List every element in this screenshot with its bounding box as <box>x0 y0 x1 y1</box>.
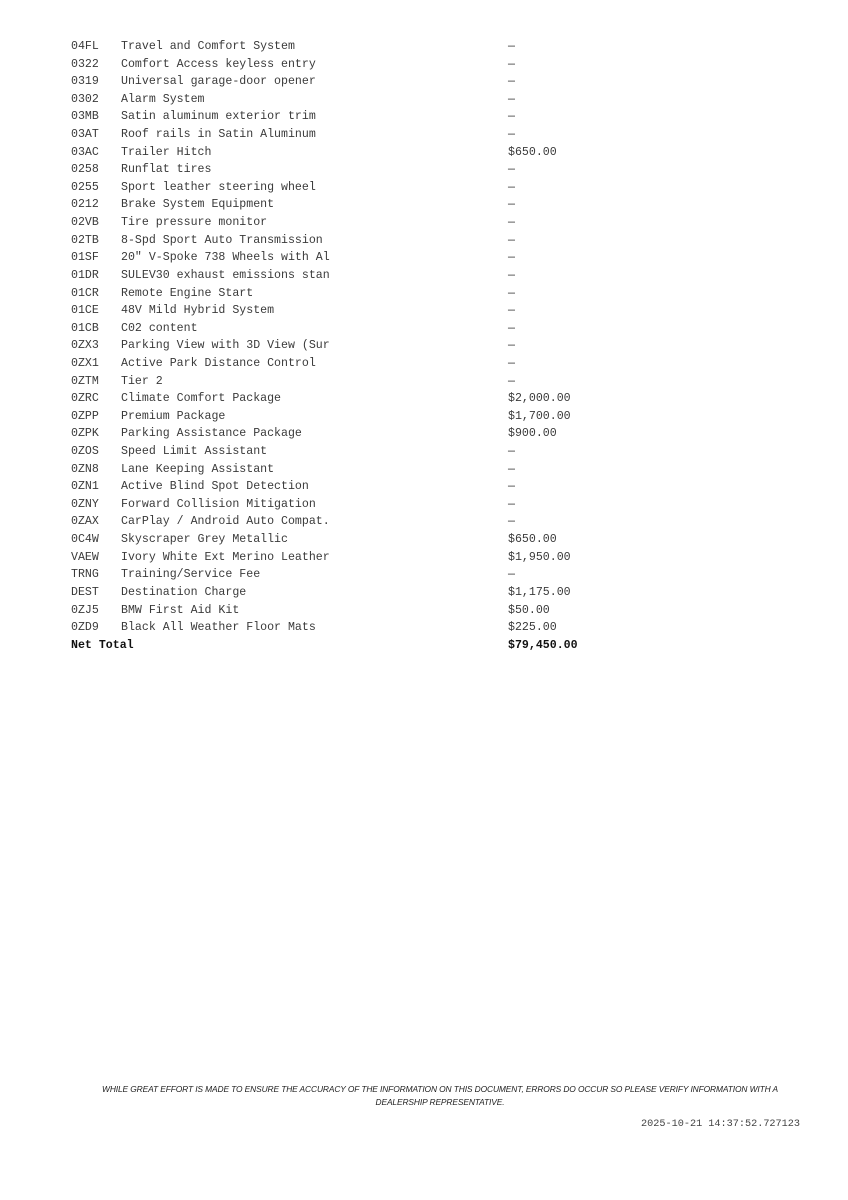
option-code: TRNG <box>71 568 99 582</box>
option-price: — <box>508 57 515 71</box>
option-code: 03AT <box>71 128 99 142</box>
option-description: 8-Spd Sport Auto Transmission <box>121 233 323 247</box>
option-code: 0258 <box>71 163 99 177</box>
option-description: Destination Charge <box>121 585 247 599</box>
line-item-row <box>0 443 848 461</box>
line-item-row <box>0 267 848 285</box>
option-code: 0ZPP <box>71 409 99 423</box>
option-description: Satin aluminum exterior trim <box>121 110 316 124</box>
option-price: — <box>508 515 515 529</box>
line-item-row <box>0 73 848 91</box>
option-description: Black All Weather Floor Mats <box>121 621 316 635</box>
line-item-row <box>0 214 848 232</box>
option-price: — <box>508 163 515 177</box>
option-code: 03MB <box>71 110 99 124</box>
line-item-row <box>0 302 848 320</box>
line-item-row <box>0 373 848 391</box>
disclaimer-line-2: DEALERSHIP REPRESENTATIVE. <box>375 1097 505 1107</box>
option-price: $900.00 <box>508 427 557 441</box>
option-code: 0ZOS <box>71 445 99 459</box>
option-description: Tier 2 <box>121 374 163 388</box>
line-item-row <box>0 91 848 109</box>
option-price: — <box>508 321 515 335</box>
option-price: $650.00 <box>508 145 557 159</box>
line-item-row <box>0 390 848 408</box>
option-description: Trailer Hitch <box>121 145 212 159</box>
option-code: 0C4W <box>71 533 99 547</box>
option-code: VAEW <box>71 550 99 564</box>
disclaimer <box>70 1083 810 1109</box>
option-price: — <box>508 251 515 265</box>
line-item-row <box>0 461 848 479</box>
net-total-row <box>0 637 848 655</box>
option-description: Climate Comfort Package <box>121 392 282 406</box>
option-code: 0ZX1 <box>71 356 99 370</box>
line-item-row <box>0 549 848 567</box>
option-description: Brake System Equipment <box>121 198 275 212</box>
option-price: — <box>508 304 515 318</box>
line-item-row <box>0 425 848 443</box>
option-description: SULEV30 exhaust emissions stan <box>121 268 330 282</box>
option-code: 0ZTM <box>71 374 99 388</box>
option-description: C02 content <box>121 321 198 335</box>
option-code: DEST <box>71 585 99 599</box>
generated-timestamp: 2025-10-21 14:37:52.727123 <box>641 1119 800 1130</box>
option-price: — <box>508 356 515 370</box>
option-price: — <box>508 110 515 124</box>
option-code: 01CE <box>71 304 99 318</box>
option-price: — <box>508 75 515 89</box>
line-item-row <box>0 144 848 162</box>
option-price: $650.00 <box>508 533 557 547</box>
options-price-list <box>0 38 848 654</box>
line-item-row <box>0 126 848 144</box>
option-price: — <box>508 462 515 476</box>
option-description: Universal garage-door opener <box>121 75 316 89</box>
option-price: $1,175.00 <box>508 585 571 599</box>
option-price: — <box>508 216 515 230</box>
option-description: Active Park Distance Control <box>121 356 316 370</box>
option-description: 48V Mild Hybrid System <box>121 304 275 318</box>
option-price: — <box>508 480 515 494</box>
option-description: Speed Limit Assistant <box>121 445 268 459</box>
option-price: — <box>508 568 515 582</box>
line-item-row <box>0 285 848 303</box>
option-code: 0ZN1 <box>71 480 99 494</box>
option-code: 01SF <box>71 251 99 265</box>
line-item-row <box>0 108 848 126</box>
option-description: Runflat tires <box>121 163 212 177</box>
option-description: Sport leather steering wheel <box>121 180 316 194</box>
net-total-label: Net Total <box>71 638 134 652</box>
option-code: 0ZN8 <box>71 462 99 476</box>
option-code: 0ZD9 <box>71 621 99 635</box>
option-price: $225.00 <box>508 621 557 635</box>
option-description: Tire pressure monitor <box>121 216 268 230</box>
option-price: — <box>508 198 515 212</box>
option-code: 01DR <box>71 268 99 282</box>
option-description: Training/Service Fee <box>121 568 261 582</box>
option-code: 0ZPK <box>71 427 99 441</box>
option-price: — <box>508 128 515 142</box>
option-code: 0322 <box>71 57 99 71</box>
line-item-row <box>0 619 848 637</box>
disclaimer-line-1: WHILE GREAT EFFORT IS MADE TO ENSURE THE ACCURACY OF THE INFORMATION ON THIS DOCUMENT, ERRORS DO OCCUR SO PLEASE VERIFY INFORMATION WITH A <box>102 1084 778 1094</box>
option-price: — <box>508 92 515 106</box>
option-price: — <box>508 497 515 511</box>
line-item-row <box>0 196 848 214</box>
option-description: Parking View with 3D View (Sur <box>121 339 330 353</box>
option-description: Skyscraper Grey Metallic <box>121 533 288 547</box>
line-item-row <box>0 602 848 620</box>
option-price: — <box>508 374 515 388</box>
option-code: 0319 <box>71 75 99 89</box>
net-total-price: $79,450.00 <box>508 638 578 652</box>
option-price: — <box>508 339 515 353</box>
option-description: CarPlay / Android Auto Compat. <box>121 515 330 529</box>
option-price: — <box>508 445 515 459</box>
option-description: Alarm System <box>121 92 205 106</box>
line-item-row <box>0 161 848 179</box>
option-price: $50.00 <box>508 603 550 617</box>
option-description: Ivory White Ext Merino Leather <box>121 550 330 564</box>
line-item-row <box>0 408 848 426</box>
option-description: 20" V-Spoke 738 Wheels with Al <box>121 251 330 265</box>
option-code: 0212 <box>71 198 99 212</box>
option-description: Comfort Access keyless entry <box>121 57 316 71</box>
option-description: BMW First Aid Kit <box>121 603 240 617</box>
option-code: 0ZAX <box>71 515 99 529</box>
option-description: Premium Package <box>121 409 226 423</box>
line-item-row <box>0 249 848 267</box>
option-code: 0255 <box>71 180 99 194</box>
option-code: 03AC <box>71 145 99 159</box>
option-code: 0ZNY <box>71 497 99 511</box>
line-item-row <box>0 355 848 373</box>
option-code: 02VB <box>71 216 99 230</box>
line-item-row <box>0 478 848 496</box>
option-code: 02TB <box>71 233 99 247</box>
line-item-row <box>0 320 848 338</box>
option-code: 01CR <box>71 286 99 300</box>
line-item-row <box>0 566 848 584</box>
option-code: 0ZRC <box>71 392 99 406</box>
option-code: 04FL <box>71 40 99 53</box>
line-item-row <box>0 179 848 197</box>
line-item-row <box>0 584 848 602</box>
option-code: 0302 <box>71 92 99 106</box>
option-price: — <box>508 233 515 247</box>
option-price: $2,000.00 <box>508 392 571 406</box>
option-description: Roof rails in Satin Aluminum <box>121 128 316 142</box>
option-price: — <box>508 180 515 194</box>
option-description: Lane Keeping Assistant <box>121 462 275 476</box>
line-item-row <box>0 232 848 250</box>
option-code: 0ZJ5 <box>71 603 99 617</box>
line-item-row <box>0 56 848 74</box>
option-price: — <box>508 286 515 300</box>
option-price: $1,700.00 <box>508 409 571 423</box>
option-description: Active Blind Spot Detection <box>121 480 309 494</box>
line-item-row <box>0 496 848 514</box>
option-code: 01CB <box>71 321 99 335</box>
option-price: — <box>508 40 515 53</box>
line-item-row <box>0 513 848 531</box>
option-price: — <box>508 268 515 282</box>
line-item-row <box>0 38 848 56</box>
option-description: Travel and Comfort System <box>121 40 295 53</box>
option-description: Forward Collision Mitigation <box>121 497 316 511</box>
option-description: Parking Assistance Package <box>121 427 302 441</box>
option-price: $1,950.00 <box>508 550 571 564</box>
line-item-row <box>0 337 848 355</box>
option-code: 0ZX3 <box>71 339 99 353</box>
line-item-row <box>0 531 848 549</box>
option-description: Remote Engine Start <box>121 286 254 300</box>
